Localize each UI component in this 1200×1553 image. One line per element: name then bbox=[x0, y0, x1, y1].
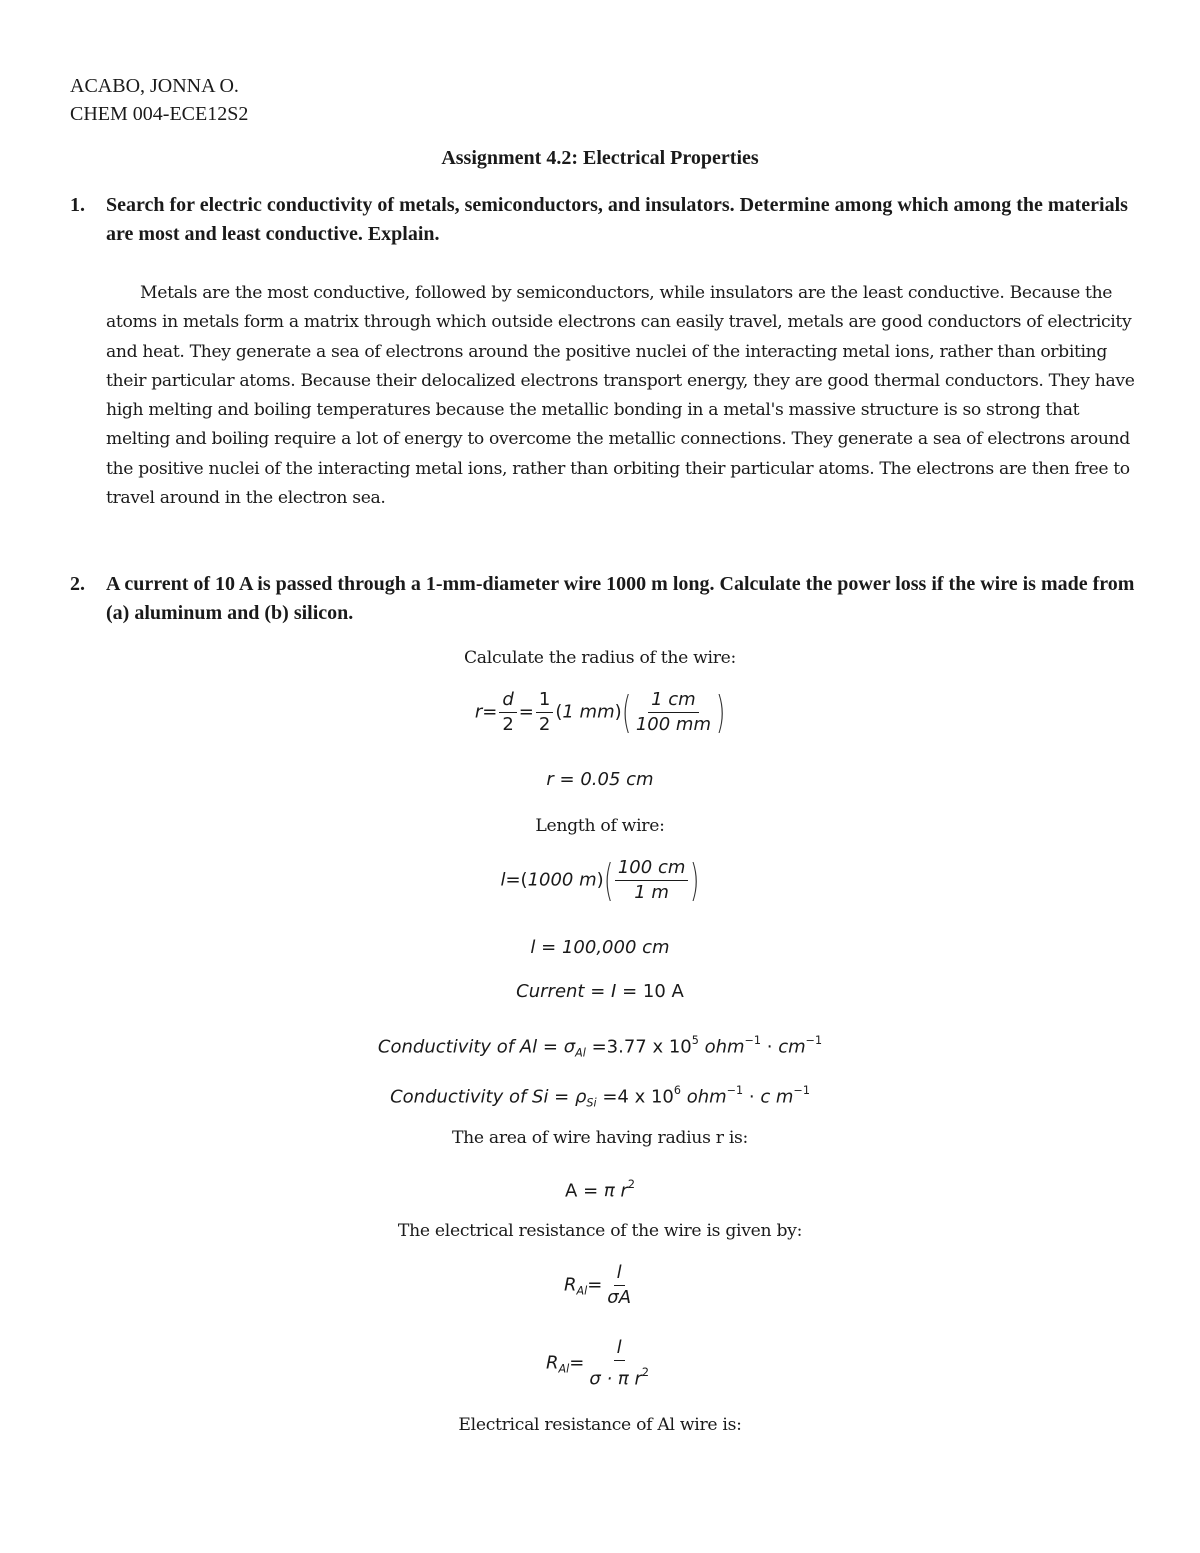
question-2 bbox=[70, 570, 1140, 628]
question-text: A current of 10 A is passed through a 1-mm-diameter wire 1000 m long. Calculate the power loss if the wire is made from (a) aluminum and (b) silicon. bbox=[106, 573, 1135, 624]
question-number: 1. bbox=[70, 194, 85, 216]
area-heading: The area of wire having radius r is: bbox=[451, 1128, 749, 1148]
question-text: Search for electric conductivity of metals, semiconductors, and insulators. Determine among which among the materials are most and least conductive. Explain. bbox=[106, 194, 1128, 245]
fraction: $\frac{1}{2}$ bbox=[536, 688, 553, 737]
radius-result: r = 0.05 cm bbox=[546, 769, 654, 790]
al-resistance-heading: Electrical resistance of Al wire is: bbox=[458, 1415, 742, 1435]
fraction: $\frac{l}{\sigma A}$ bbox=[607, 1262, 632, 1308]
answer-1: Metals are the most conductive, followed by semiconductors, while insulators are the least conductive. Because the atoms in metals form a matrix through which outside electrons can easily travel, metals are good conductors of electricity and heat. They generate a sea of electrons around the positive nuclei of the interacting metal ions, rather than orbiting their particular atoms. Because their delocalized electrons transport energy, they are good thermal conductors. They have high melting and boiling temperatures because the metallic bonding in a metal's massive structure is so strong that melting and boiling require a lot of energy to overcome the metallic connections. They generate a sea of electrons around the positive nuclei of the interacting metal ions, rather than orbiting their particular atoms. The electrons are then free to travel around in the electron sea. bbox=[106, 283, 1135, 509]
length-equation: l=(1000 m)( $\frac{100 cm}{1 m}$ ) bbox=[500, 854, 700, 906]
conductivity-si: Conductivity of $Si = \rho_{Si} =4$ x $10^6$ ohm$^{-1}$ · c $m^{-1}$ bbox=[390, 1084, 810, 1110]
conductivity-al: Conductivity of $Al = \sigma_{Al} =3.77$ x $10^5$ $ohm^{-1} \cdot cm^{-1}$ bbox=[377, 1034, 823, 1060]
area-equation: A = π $r^2$ bbox=[565, 1178, 635, 1202]
fraction: $\frac{100 cm}{1 m}$ bbox=[615, 856, 689, 905]
resistance-equation-1: $R_{Al}=$ $\frac{l}{\sigma A}$ bbox=[0, 1261, 1200, 1310]
fraction: $\frac{d}{2}$ bbox=[499, 688, 516, 737]
question-1 bbox=[70, 191, 1140, 249]
radius-heading: Calculate the radius of the wire: bbox=[463, 648, 737, 668]
resistance-equation-2: $R_{Al}=$ $\frac{l}{\sigma \cdot \pi r^2}$ bbox=[0, 1336, 1200, 1391]
student-header bbox=[70, 72, 248, 128]
question-number: 2. bbox=[70, 573, 85, 595]
length-heading: Length of wire: bbox=[535, 816, 665, 836]
fraction: $\frac{l}{\sigma \cdot \pi r^2}$ bbox=[589, 1337, 649, 1390]
length-result: l = 100,000 cm bbox=[530, 937, 670, 958]
current-equation: Current = I = 10 A bbox=[516, 981, 684, 1002]
resistance-heading: The electrical resistance of the wire is given by: bbox=[397, 1221, 803, 1241]
fraction: $\frac{1 cm}{100 mm}$ bbox=[635, 689, 711, 735]
course-code: CHEM 004-ECE12S2 bbox=[70, 103, 249, 125]
student-name: ACABO, JONNA O. bbox=[70, 75, 239, 97]
radius-equation: r= $\frac{d}{2}$ = $\frac{1}{2}$ (1 mm)( $\frac{1 cm}{100 mm}$ ) bbox=[474, 686, 726, 738]
assignment-title: Assignment 4.2: Electrical Properties bbox=[441, 147, 759, 169]
